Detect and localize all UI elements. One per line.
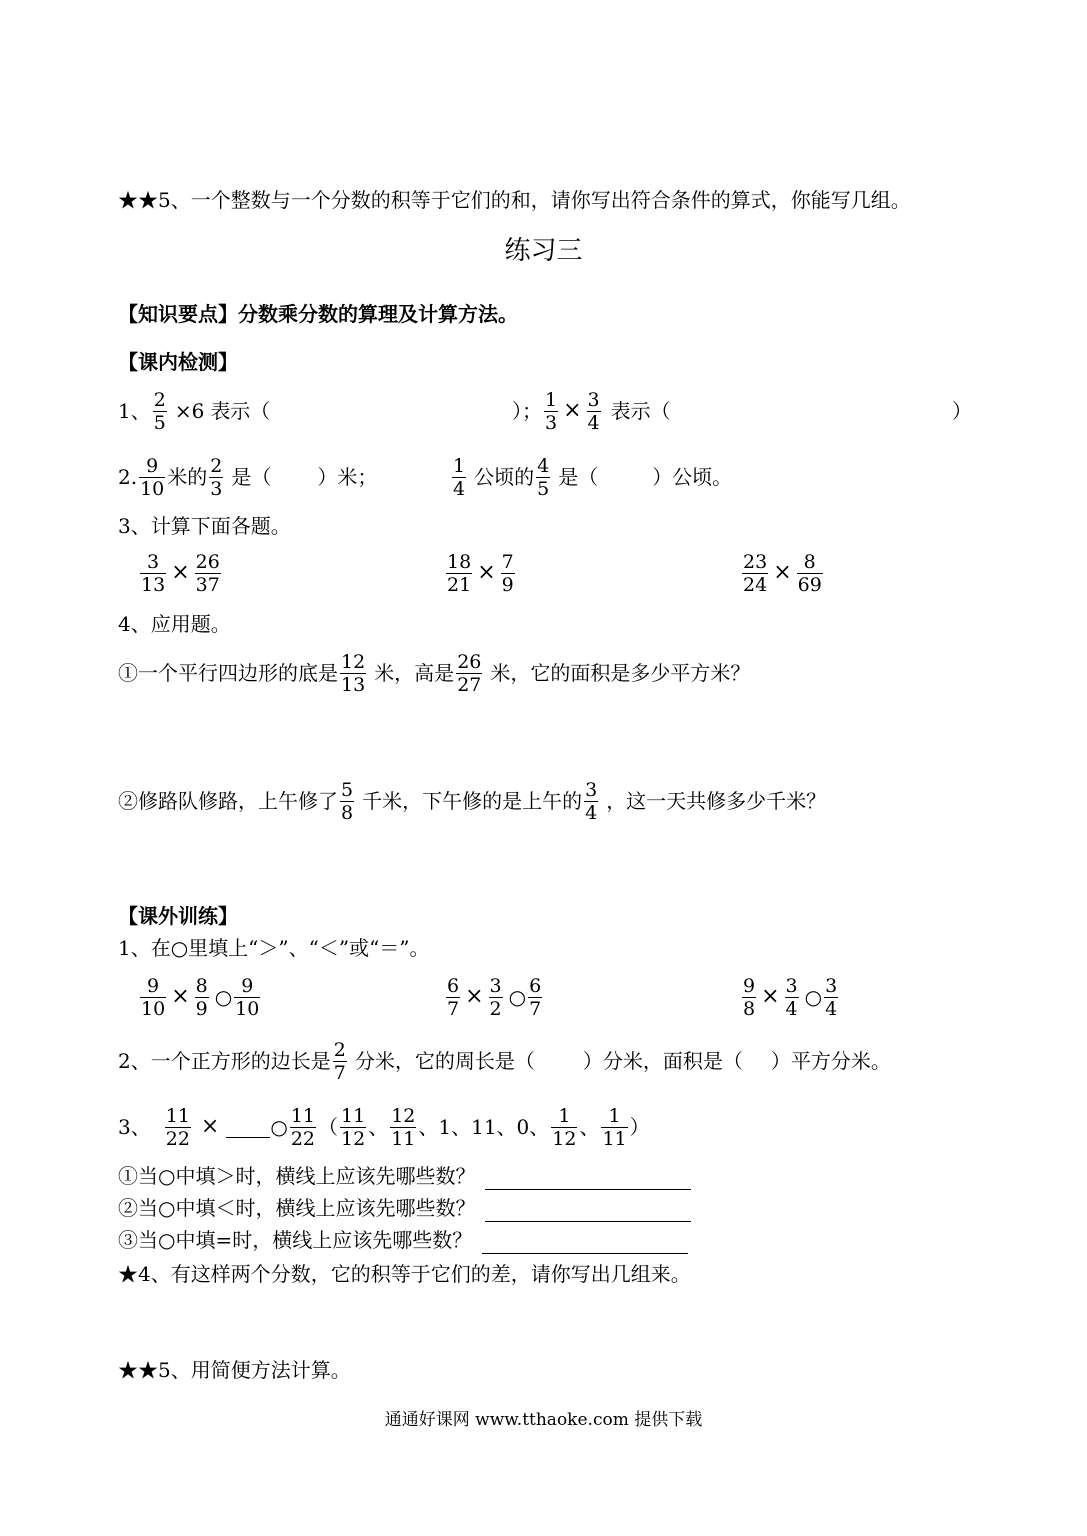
- after-class-q3-sub1: ①当○中填＞时，横线上应该先哪些数？: [118, 1162, 1087, 1190]
- after-class-q3-sub3: ③当○中填=时，横线上应该先哪些数？: [118, 1226, 1087, 1254]
- in-class-q3-exprs: [0, 548, 1087, 598]
- expression: $\frac{9}{10}$ × $\frac{8}{9}$ ○ $\frac{9}{10}$: [141, 974, 260, 1020]
- knowledge-label: 【知识要点】: [118, 302, 238, 326]
- expression: $\frac{9}{8}$ × $\frac{3}{4}$ ○ $\frac{3}{4}$: [743, 974, 838, 1020]
- after-class-heading: 【课外训练】: [118, 904, 238, 928]
- in-class-q3-title: 3、计算下面各题。: [118, 514, 291, 538]
- after-class-q3-sub2: ②当○中填＜时，横线上应该先哪些数？: [118, 1194, 1087, 1222]
- fraction: $\frac{9}{10}$: [140, 454, 165, 500]
- in-class-q1: 1、 $\frac{2}{5}$ ×6 表示（ ）； $\frac{1}{3}$ × $\frac{3}{4}$ 表示（ ）: [118, 388, 972, 434]
- knowledge-text: 分数乘分数的算理及计算方法。: [238, 302, 518, 326]
- footer-text: 通通好课网 www.tthaoke.com 提供下载: [384, 1410, 703, 1430]
- expression: $\frac{3}{13}$ × $\frac{26}{37}$: [141, 550, 220, 596]
- fraction: $\frac{4}{5}$: [537, 454, 550, 500]
- fraction: $\frac{2}{5}$: [153, 388, 166, 434]
- fraction: $\frac{2}{3}$: [210, 454, 223, 500]
- fraction: $\frac{3}{4}$: [587, 388, 600, 434]
- compare-circle: ○: [214, 985, 233, 1009]
- after-class-q2: 2、一个正方形的边长是 $\frac{2}{7}$ 分米，它的周长是（ ）分米，面积是（ ）平方分米。: [118, 1038, 891, 1084]
- in-class-q2: 2. $\frac{9}{10}$ 米的 $\frac{2}{3}$ 是（ ）米； $\frac{1}{4}$ 公顷的 $\frac{4}{5}$ 是（ ）公顷。: [118, 454, 733, 500]
- answer-line[interactable]: [485, 1199, 691, 1222]
- knowledge-points: [118, 300, 1087, 328]
- after-class-q3: 3、 $\frac{11}{22}$ × ○ $\frac{11}{22}$ （ $\frac{11}{12}$ 、 $\frac{12}{11}$ 、1、11、0、 $\frac{1}{12}$ 、 $\frac{1}{11}$ ）: [118, 1104, 650, 1150]
- after-class-q4: ★4、有这样两个分数，它的积等于它们的差，请你写出几组来。: [118, 1262, 691, 1286]
- answer-blank[interactable]: [226, 1117, 270, 1138]
- after-class-q1-title: 1、在○里填上“＞”、“＜”或“＝”。: [118, 936, 430, 960]
- fraction: $\frac{1}{4}$: [453, 454, 466, 500]
- in-class-q4-p2: ②修路队修路，上午修了 $\frac{5}{8}$ 千米，下午修的是上午的 $\frac{3}{4}$ ，这一天共修多少千米？: [118, 778, 827, 824]
- fraction: $\frac{1}{3}$: [545, 388, 558, 434]
- top-question: ★★5、一个整数与一个分数的积等于它们的和，请你写出符合条件的算式，你能写几组。: [118, 188, 911, 212]
- in-class-q4-p1: ①一个平行四边形的底是 $\frac{12}{13}$ 米，高是 $\frac{26}{27}$ 米，它的面积是多少平方米？: [118, 650, 751, 696]
- after-class-q5: ★★5、用简便方法计算。: [118, 1358, 351, 1382]
- after-class-q1-exprs: [0, 972, 1087, 1022]
- answer-line[interactable]: [485, 1167, 691, 1190]
- expression: $\frac{18}{21}$ × $\frac{7}{9}$: [447, 550, 514, 596]
- answer-line[interactable]: [482, 1231, 688, 1254]
- section-title: 练习三: [504, 236, 583, 266]
- in-class-heading: 【课内检测】: [118, 350, 238, 374]
- in-class-q4-title: 4、应用题。: [118, 612, 231, 636]
- compare-circle: ○: [270, 1115, 288, 1139]
- expression: $\frac{6}{7}$ × $\frac{3}{2}$ ○ $\frac{6}{7}$: [447, 974, 542, 1020]
- expression: $\frac{23}{24}$ × $\frac{8}{69}$: [743, 550, 822, 596]
- compare-circle: ○: [508, 985, 527, 1009]
- compare-circle: ○: [804, 985, 823, 1009]
